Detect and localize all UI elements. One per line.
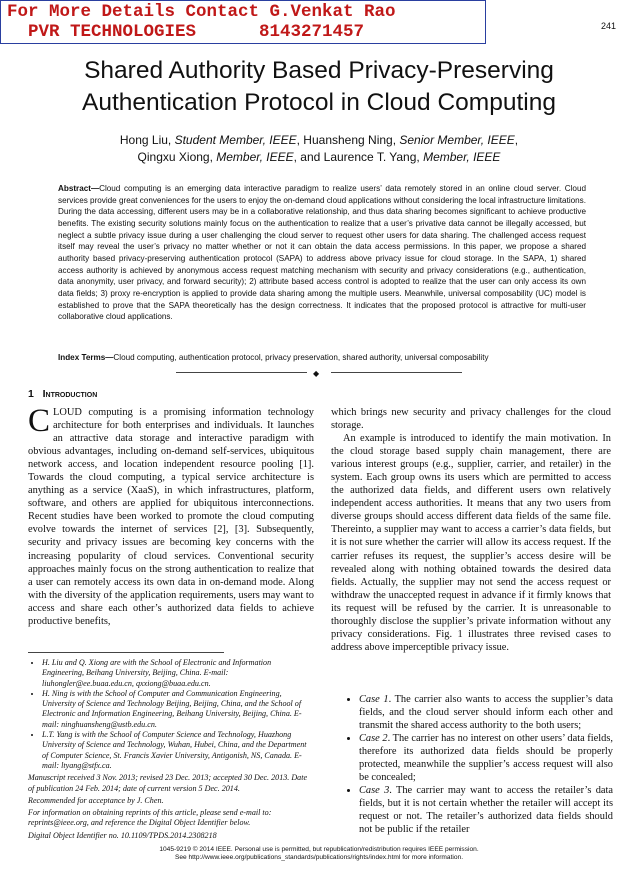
case-text: . The carrier has no interest on other users’ data fields, therefore its authorized data fields should be properly protected, meanwhile the supplier’s access request will also be concealed; — [359, 733, 613, 784]
case-item-3 — [359, 784, 613, 836]
section-heading — [28, 388, 97, 400]
divider-left — [176, 372, 307, 373]
drop-cap: C — [28, 403, 51, 439]
section-title: Introduction — [42, 388, 98, 400]
intro-left-column — [28, 403, 314, 628]
footnote-affiliation-1: • H. Liu and Q. Xiong are with the School of Electronic and Information Engineering, Beihang University, Beijing, China. E-mail: liuhongler@ee.buaa.edu.cn, qxxiong@buaa.edu.cn. — [42, 658, 314, 689]
divider-diamond: ◆ — [313, 369, 320, 378]
index-terms — [58, 352, 586, 363]
contact-banner — [0, 0, 486, 44]
case-label: Case 3 — [359, 785, 390, 797]
copyright-line-1: 1045-9219 © 2014 IEEE. Personal use is permitted, but republication/redistribution requires IEEE permission. — [159, 846, 479, 853]
recommended-by: Recommended for acceptance by J. Chen. — [28, 795, 164, 805]
intro-paragraph-2: An example is introduced to identify the main motivation. In the cloud storage based supply chain management, there are various interest groups (e.g., supplier, carrier, and retailer) in the system. Each group owns its users which are permitted to access the authorized data fields, and different users own relatively independent access authorities. It means that any two users from diverse groups should access different data fields of the same file. Thereinto, a supplier may want to access a carrier’s data fields, but it is not sure whether the carrier will allow its access request. If the carrier refuses its request, the supplier’s access desire will be revealed along with nothing obtained towards the desired data fields. Actually, the supplier may not send the access request or withdraw the unaccepted request in advance if it firmly knows that its request will be refused by the carrier. It is unreasonable to thoroughly disclose the supplier’s private information without any privacy considerations. Fig. 1 illustrates three revised cases to address above imperceptible privacy issue. — [331, 433, 611, 653]
banner-line-2: PVR TECHNOLOGIES 8143271457 — [7, 22, 365, 42]
case-text: . The carrier also wants to access the supplier’s data fields, and the cloud server should inform each other and transmit the shared access authority to the both users; — [359, 694, 613, 732]
abstract-text: Cloud computing is an emerging data interactive paradigm to realize users’ data remotely stored in an online cloud server. Cloud services provide great conveniences for the users to enjoy the on-demand cloud applications without considering the local infrastructure limitations. During the data accessing, different users may be in a collaborative relationship, and thus data sharing becomes significant to achieve productive benefits. The existing security solutions mainly focus on the authentication to realize that a user’s privative data cannot be illegally accessed, but neglect a subtle privacy issue during a user challenging the cloud server to request other users for data sharing. The challenged access request itself may reveal the user’s privacy no matter whether or not it can obtain the data access permissions. In this paper, we propose a shared authority based privacy-preserving authentication protocol (SAPA) to address above privacy issue for cloud storage. In the SAPA, 1) shared access authority is achieved by anonymous access request matching mechanism with security and privacy considerations (e.g., authentication, data anonymity, user privacy, and forward security); 2) attribute based access control is adopted to realize that the user can only access its own data fields; 3) proxy re-encryption is applied to provide data sharing among the multiple users. Meanwhile, universal composability (UC) model is established to prove that the SAPA theoretically has the design correctness. It indicates that the proposed protocol is attractive for multi-user collaborative cloud applications. — [58, 184, 586, 322]
copyright-notice — [0, 846, 638, 863]
footnote-divider — [28, 652, 224, 653]
footnotes — [28, 658, 314, 841]
doi: Digital Object Identifier no. 10.1109/TPDS.2014.2308218 — [28, 830, 217, 840]
case-item-1 — [359, 693, 613, 732]
case-label: Case 1 — [359, 694, 389, 705]
paper-title-line-1: Shared Authority Based Privacy-Preserving — [84, 57, 554, 84]
abstract-label: Abstract— — [58, 184, 100, 193]
footnote-affiliation-3: • L.T. Yang is with the School of Computer Science and Technology, Huazhong University of Science and Technology, Wuhan, Hubei, China, and the Department of Computer Science, St. Francis Xavier University, Antigonish, NS, Canada. E-mail: ltyang@stfx.ca. — [42, 730, 314, 771]
intro-paragraph-1-text: LOUD computing is a promising information technology architecture for both enterprises and individuals. It launches an attractive data storage and interactive paradigm with obvious advantages, including on-demand self-services, ubiquitous network access, and location independent resource pooling [1]. Towards the cloud computing, a typical service architecture is anything as a service (XaaS), in which infrastructures, platform, software, and others are applied for ubiquitous interconnections. Recent studies have been worked to promote the cloud computing evolve towards the internet of services [2], [3]. Subsequently, security and privacy issues are becoming key concerns with the increasing popularity of cloud services. Conventional security approaches mainly focus on the strong authentication to realize that a user can remotely access its own data in on-demand mode. Along with the diversity of the application requirements, users may want to access and share each other’s authorized data fields to achieve productive benefits, — [28, 407, 314, 627]
authors-line-2: Qingxu Xiong, Member, IEEE, and Laurence T. Yang, Member, IEEE — [137, 150, 501, 164]
paper-title-line-2: Authentication Protocol in Cloud Computing — [82, 89, 556, 116]
copyright-line-2: See http://www.ieee.org/publications_standards/publications/rights/index.html for more information. — [174, 854, 464, 862]
intro-paragraph-1 — [28, 403, 314, 628]
abstract — [58, 183, 586, 323]
index-terms-text: Cloud computing, authentication protocol, privacy preservation, shared authority, universal composability — [113, 353, 489, 362]
intro-right-column — [331, 406, 611, 654]
reprints-info: For information on obtaining reprints of this article, please send e-mail to: reprints@ieee.org, and reference the Digital Object Identifier below. — [28, 808, 272, 828]
case-text: . The carrier may want to access the retailer’s data fields, but it is not certain whether the retailer will accept its request or not. The retailer’s authorized data fields should not be public if the retailer — [359, 785, 614, 836]
page-number: 241 — [600, 21, 616, 31]
case-label: Case 2 — [359, 733, 388, 745]
banner-line-1: For More Details Contact G.Venkat Rao — [7, 2, 396, 22]
footnote-affiliation-2: • H. Ning is with the School of Computer and Communication Engineering, University of Science and Technology Beijing, Beijing, China, and the School of Electronic and Information Engineering, Beihang University, Beijing, China. E-mail: ninghuansheng@ustb.edu.cn. — [42, 689, 314, 730]
intro-paragraph-continued: which brings new security and privacy challenges for the cloud storage. — [331, 407, 611, 432]
section-number: 1 — [28, 388, 34, 400]
authors-line-1: Hong Liu, Student Member, IEEE, Huansheng Ning, Senior Member, IEEE, — [119, 133, 519, 147]
case-item-2 — [359, 732, 613, 784]
manuscript-dates: Manuscript received 3 Nov. 2013; revised 23 Dec. 2013; accepted 30 Dec. 2013. Date of publication 24 Feb. 2014; date of current version 5 Dec. 2014. — [28, 773, 308, 793]
index-terms-label: Index Terms— — [58, 353, 114, 362]
case-list — [331, 693, 613, 837]
divider-right — [331, 372, 462, 373]
